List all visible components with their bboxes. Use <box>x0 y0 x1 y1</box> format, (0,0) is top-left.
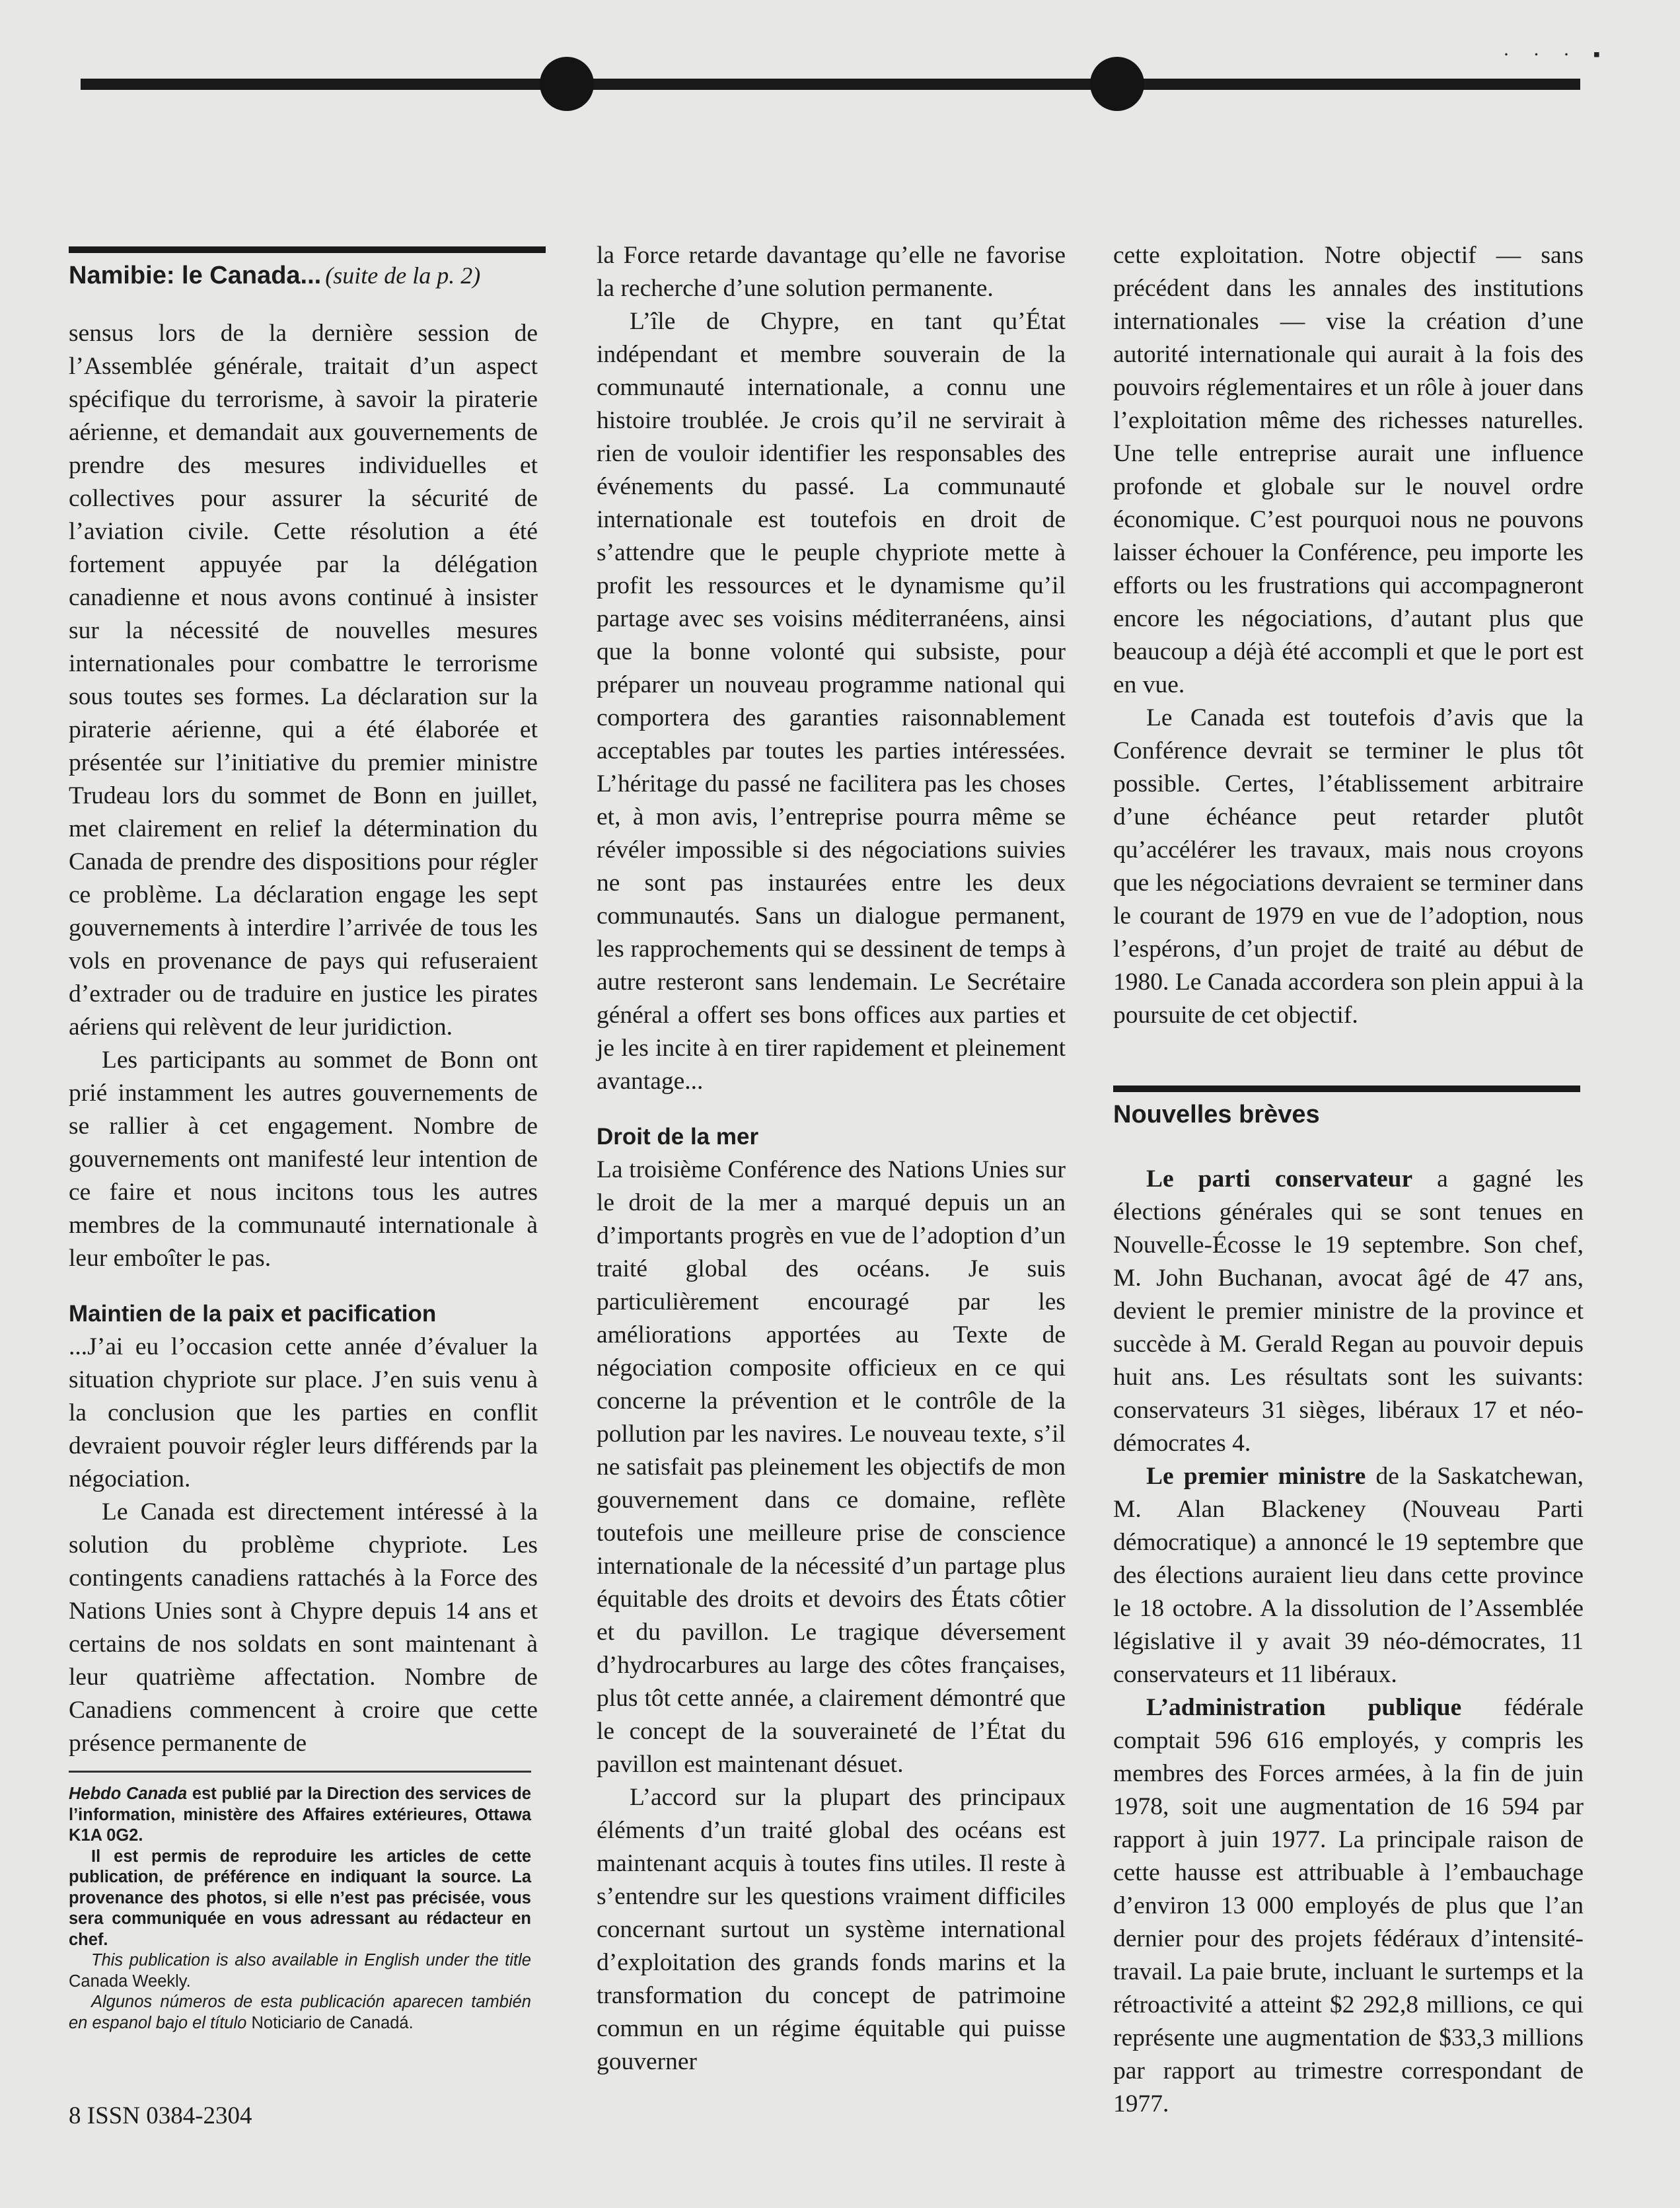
section-title-nouvelles: Nouvelles brèves <box>1113 1101 1320 1128</box>
news-text: de la Saskatchewan, M. Alan Blackeney (Nouveau Parti démocratique) a annoncé le 19 septembre que des élections auraient lieu dans cette province le 18 octobre. A la dissolution de l’Assemblée législative il y avait 39 néo-démocrates, 11 conservateurs et 11 libéraux. <box>1113 1463 1584 1688</box>
footer-title: Noticiario de Canadá. <box>251 2013 414 2032</box>
news-lead: L’administration publique <box>1146 1694 1462 1721</box>
footer-paragraph <box>69 1992 531 2034</box>
paragraph: L’île de Chypre, en tant qu’État indépendant et membre souverain de la communauté internationale, a connu une histoire troublée. Je crois qu’il ne servirait à rien de vouloir identifier les responsables des événements du passé. La communauté internationale est toutefois en droit de s’attendre que le peuple chypriote mette à profit les ressources et le dynamisme qu’il partage avec ses voisins méditerranéens, ainsi que la bonne volonté qui subsiste, pour préparer un nouveau programme national qui comportera des garanties raisonnablement acceptables par toutes les parties intéressées. L’héritage du passé ne facilitera pas les choses et, à mon avis, l’entreprise pourra même se révéler impossible si des négociations suivies ne sont pas instaurées entre les deux communautés. Sans un dialogue permanent, les rapprochements qui se dessinent de temps à autre resteront sans lendemain. Le Secrétaire général a offert ses bons offices aux parties et je les incite à en tirer rapidement et pleinement avantage... <box>597 308 1066 1095</box>
column-2 <box>597 239 1066 2079</box>
section-rule <box>1113 1086 1580 1092</box>
column-1 <box>69 317 538 1760</box>
paragraph: cette exploitation. Notre objectif — sans précédent dans les annales des institutions internationales — vise la création d’une autorité internationale qui aurait à la fois des pouvoirs réglementaires et un rôle à jouer dans l’exploitation même des richesses naturelles. Une telle entreprise aurait une influence profonde et globale sur le nouvel ordre économique. C’est pourquoi nous ne pouvons laisser échouer la Conférence, peu importe les efforts ou les frustrations qui accompagneront encore les négociations, d’autant plus que beaucoup a déjà été accompli et que le port est en vue. <box>1113 242 1584 698</box>
section-rule <box>69 246 546 253</box>
subheading: Droit de la mer <box>597 1124 759 1150</box>
footer-text: est publié par la Direction des services de l’information, ministère des Affaires extérieures, Ottawa K1A 0G2. <box>69 1785 531 1845</box>
issn: ISSN 0384-2304 <box>87 2102 252 2129</box>
masthead-footer <box>69 1784 531 2034</box>
footer-rule <box>69 1771 531 1773</box>
paragraph: ...J’ai eu l’occasion cette année d’évaluer la situation chypriote sur place. J’en suis venu à la conclusion que les parties en conflit devraient pouvoir régler leurs différends par la négociation. <box>69 1333 538 1492</box>
decorative-dot <box>540 57 594 111</box>
paragraph: Le Canada est toutefois d’avis que la Conférence devrait se terminer le plus tôt possible. Certes, l’établissement arbitraire d’une échéance peut retarder plutôt qu’accélérer les travaux, mais nous croyons que les négociations devraient se terminer dans le courant de 1979 en vue de l’adoption, nous l’espérons, d’un projet de traité au début de 1980. Le Canada accordera son plein appui à la poursuite de cet objectif. <box>1113 704 1584 1029</box>
column-3 <box>1113 239 1584 1032</box>
section-title-namibie: Namibie: le Canada... (suite de la p. 2) <box>69 262 481 289</box>
page-number: 8 <box>69 2102 81 2129</box>
footer-paragraph <box>69 1950 531 1992</box>
decorative-dot <box>1090 57 1144 111</box>
news-item <box>1113 1691 1584 2121</box>
footer-title: Canada Weekly. <box>69 1971 191 1991</box>
paragraph: La troisième Conférence des Nations Unies sur le droit de la mer a marqué depuis un an d’importants progrès en vue de l’adoption d’un traité global des océans. Je suis particulièrement encouragé par les améliorations apportées au Texte de négociation composite officieux en ce qui concerne la prévention et le contrôle de la pollution par les navires. Le nouveau texte, s’il ne satisfait pas pleinement les objectifs de mon gouvernement dans ce domaine, reflète toutefois une meilleure prise de conscience internationale de la nécessité d’un partage plus équitable des droits et devoirs des États côtier et du pavillon. Le tragique déversement d’hydrocarbures au large des côtes françaises, plus tôt cette année, a clairement démontré que le concept de la souveraineté de l’État du pavillon est maintenant désuet. <box>597 1156 1066 1778</box>
news-briefs <box>1113 1163 1584 2121</box>
paragraph: sensus lors de la dernière session de l’Assemblée générale, traitait d’un aspect spécifique du terrorisme, à savoir la piraterie aérienne, et demandait aux gouvernements de prendre des mesures individuelles et collectives pour assurer la sécurité de l’aviation civile. Cette résolution a été fortement appuyée par la délégation canadienne et nous avons continué à insister sur la nécessité de nouvelles mesures internationales pour combattre le terrorisme sous toutes ses formes. La déclaration sur la piraterie aérienne, qui a été élaborée et présentée sur l’initiative du premier ministre Trudeau lors du sommet de Bonn en juillet, met clairement en relief la détermination du Canada de prendre des dispositions pour régler ce problème. La déclaration engage les sept gouvernements à interdire l’arrivée de tous les vols en provenance de pays qui refuseraient d’extrader ou de traduire en justice les pirates aériens qui relèvent de leur juridiction. <box>69 320 538 1041</box>
news-item <box>1113 1460 1584 1691</box>
top-rule <box>81 79 1580 90</box>
subheading: Maintien de la paix et pacification <box>69 1301 437 1327</box>
print-specks: · · · ▪ <box>1503 44 1610 65</box>
footer-paragraph: Il est permis de reproduire les articles de cette publication, de préférence en indiquant la source. La provenance des photos, si elle n’est pas précisée, vous sera communiquée en vous adressant au rédacteur en chef. <box>69 1847 531 1949</box>
news-text: a gagné les élections générales qui se sont tenues en Nouvelle-Écosse le 19 septembre. Son chef, M. John Buchanan, avocat âgé de 47 ans, devient le premier ministre de la province et succède à M. Gerald Regan au pouvoir depuis huit ans. Les résultats sont les suivants: conservateurs 31 sièges, libéraux 17 et néo-démocrates 4. <box>1113 1165 1584 1457</box>
paragraph: la Force retarde davantage qu’elle ne favorise la recherche d’une solution permanente. <box>597 242 1066 302</box>
publication-title: Hebdo Canada <box>69 1785 188 1803</box>
news-lead: Le parti conservateur <box>1146 1165 1413 1193</box>
paragraph: Le Canada est directement intéressé à la solution du problème chypriote. Les contingents canadiens rattachés à la Force des Nations Unies sont à Chypre depuis 14 ans et certains de nos soldats en sont maintenant à leur quatrième affectation. Nombre de Canadiens commencent à croire que cette présence permanente de <box>69 1498 538 1757</box>
news-lead: Le premier ministre <box>1146 1463 1366 1490</box>
footer-paragraph <box>69 1784 531 1847</box>
paragraph: Les participants au sommet de Bonn ont prié instamment les autres gouvernements de se rallier à cet engagement. Nombre de gouvernements ont manifesté leur intention de ce faire et nous incitons tous les autres membres de la communauté internationale à leur emboîter le pas. <box>69 1047 538 1272</box>
news-text: fédérale comptait 596 616 employés, y compris les membres des Forces armées, à la fin de juin 1978, soit une augmentation de 16 594 par rapport à juin 1977. La principale raison de cette hausse est attribuable à l’embauchage d’environ 13 000 employés de plus que l’an dernier pour des projets fédéraux d’intensité-travail. La paie brute, incluant le surtemps et la rétroactivité a atteint $2 292,8 millions, ce qui représente une augmentation de $33,3 millions par rapport au trimestre correspondant de 1977. <box>1113 1694 1584 2117</box>
paragraph: L’accord sur la plupart des principaux éléments d’un traité global des océans est maintenant acquis à toutes fins utiles. Il reste à s’entendre sur les questions vraiment difficiles concernant surtout un système international d’exploitation des grands fonds marins et la transformation du concept de patrimoine commun en un régime équitable qui puisse gouverner <box>597 1784 1066 2075</box>
footer-text: This publication is also available in English under the title <box>91 1951 531 1969</box>
page-footer <box>69 2100 252 2133</box>
footer-text: Algunos números de esta publicación aparecen también en espanol bajo el título <box>69 1993 531 2032</box>
news-item <box>1113 1163 1584 1460</box>
